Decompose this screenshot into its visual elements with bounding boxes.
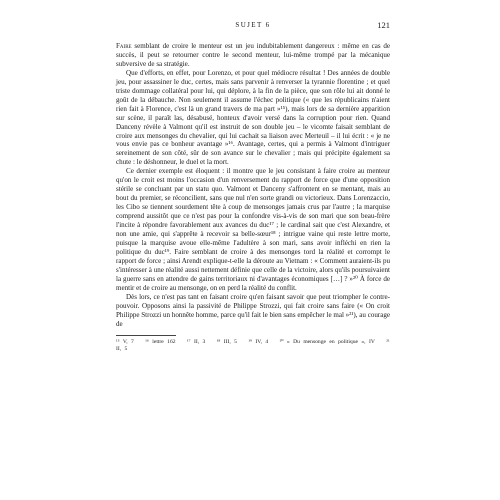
document-page <box>116 20 390 495</box>
footnote-19: ¹⁹ IV, 4 <box>248 338 269 345</box>
paragraph-4: Dès lors, ce n'est pas tant en faisant croire qu'en faisant savoir que peut triompher le contre-pouvoir. Opposons ainsi la passivité de Philippe Strozzi, qui fait croire sans faire (« On croit Philippe Strozzi un honnête homme, parce qu'il fait le bien sans empêcher le mal »²¹), au courage de <box>116 292 390 328</box>
footnote-18: ¹⁸ III, 5 <box>216 338 237 345</box>
paragraph-1 <box>116 42 390 69</box>
footnote-17: ¹⁷ II, 3 <box>186 338 206 345</box>
page-header <box>116 20 390 34</box>
footnotes <box>116 339 390 353</box>
body-text <box>116 42 390 329</box>
paragraph-text: semblant de croire le menteur est un jeu indubitablement dangereux : même en cas de succès, il peut se retourner contre le second menteur, lui-même trompé par la mécanique subversive de sa stratégie. <box>116 42 390 68</box>
page-number: 121 <box>377 20 390 30</box>
running-head: SUJET 6 <box>235 21 271 29</box>
paragraph-3: Ce dernier exemple est éloquent : il montre que le jeu consistant à faire croire au menteur qu'on le croit est moins l'occasion d'un renversement du rapport de force que d'une opposition stérile se concluant par un statu quo. Valmont et Danceny s'affrontent en se mentant, mais au bout du premier, se réconcilient, sans que nul n'en sorte grandi ou victorieux. Dans Lorenzaccio, les Cibo se tiennent sourdement tête à coup de mensonges jamais crus par l'autre ; la marquise comprend aussitôt que ce n'est pas pour la confondre vis-à-vis de son mari que son beau-frère l'incite à répondre favorablement aux avances du duc¹⁷ ; le cardinal sait que c'est Alexandre, et non une amie, qui s'apprête à recevoir sa belle-sœur¹⁸ ; intrigue vaine qui reste lettre morte, puisque la marquise avoue elle-même l'adultère à son mari, sans avoir infléchi en rien la politique du duc¹⁹. Faire semblant de croire à des mensonges tord la réalité et corrompt le rapport de force ; ainsi Arendt explique-t-elle la déroute au Vietnam : « Comment auraient-ils pu s'intéresser à une réalité aussi nettement définie que celle de la victoire, alors qu'ils poursuivaient la guerre sans en attendre de gains territoriaux ni d'avantages économiques […] ? »²⁰ À force de mentir et de croire au mensonge, on en perd la réalité du conflit. <box>116 167 390 292</box>
footnote-21: ²¹ II, 5 <box>116 338 390 352</box>
footnote-15: ¹⁵ V, 7 <box>116 338 134 345</box>
footnote-16: ¹⁶ lettre 162 <box>145 338 176 345</box>
paragraph-2: Que d'efforts, en effet, pour Lorenzo, et pour quel médiocre résultat ! Des années de double jeu, pour assassiner le duc, certes, mais sans parvenir à renverser la tyrannie florentine ; et quel triste dommage collatéral pour lui, qui déplore, à la fin de la pièce, que son rôle lui ait donné le goût de la débauche. Non seulement il assume l'échec politique (« que les républicains n'aient rien fait à Florence, c'est là un grand travers de ma part »¹⁵), mais lors de sa dernière apparition sur scène, il paraît las, désabusé, honteux d'avoir versé dans la corruption pour rien. Quand Danceny révèle à Valmont qu'il est instruit de son double jeu – le vicomte faisait semblant de croire aux mensonges du chevalier, qui lui cachait sa liaison avec Merteuil – il lui écrit : « je ne vous envie pas ce bonheur avantage »¹⁶. Avantage, certes, qui a permis à Valmont d'intriguer sereinement de son côté, sûr de son avance sur le chevalier ; mais qui précipite également sa chute : le déshonneur, le duel et la mort. <box>116 68 390 167</box>
paragraph-lead-word: Faire <box>116 42 132 50</box>
footnote-divider <box>116 335 176 336</box>
footnote-20: ²⁰ « Du mensonge en politique », IV <box>279 338 375 345</box>
